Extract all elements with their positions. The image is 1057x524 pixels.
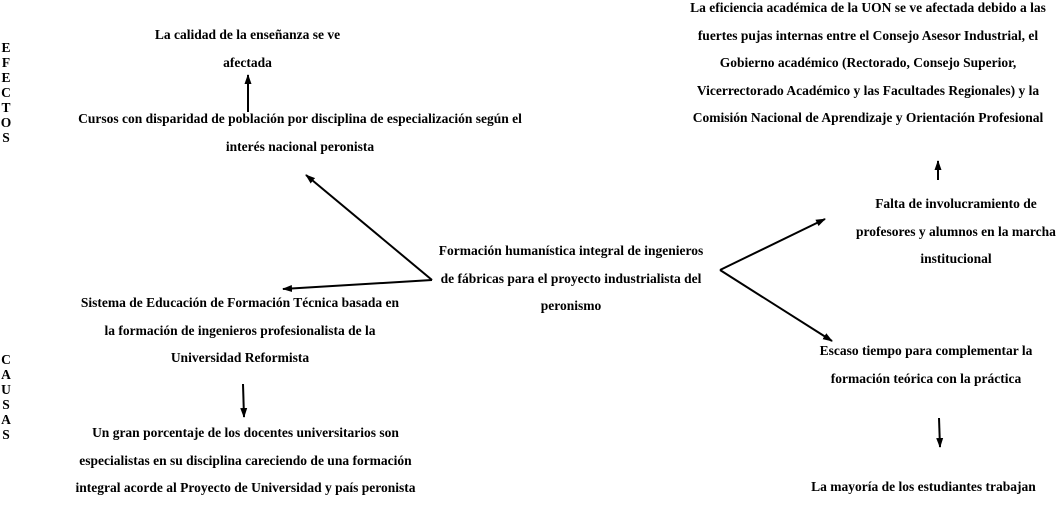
node-mayoria: La mayoría de los estudiantes trabajan [811, 479, 1036, 494]
arrow-escaso-to-mayoria [939, 418, 940, 447]
node-eficiencia: La eficiencia académica de la UON se ve afectada debido a las fuertes pujas internas entre el Consejo Asesor Industrial, el Gobierno académico (Rectorado, Consejo Superior, Vicerrectorado Académico y las Facultades Regionales) y la Comisión Nacional de Aprendizaje y Orientación Profesional [690, 0, 1046, 125]
node-calidad: La calidad de la enseñanza se ve afectada [154, 27, 341, 70]
efectos-label: E F E C T O S [0, 40, 12, 145]
arrow-central-to-falta [720, 219, 825, 270]
arrow-central-to-sistema [283, 280, 432, 289]
causas-label: C A U S A S [1, 352, 11, 442]
node-sistema: Sistema de Educación de Formación Técnica basada en la formación de ingenieros profesionalista de la Universidad Reformista [80, 295, 400, 365]
node-cursos: Cursos con disparidad de población por disciplina de especialización según el interés nacional peronista [78, 111, 522, 154]
node-docentes: Un gran porcentaje de los docentes universitarios son especialistas en su disciplina careciendo de una formación integral acorde al Proyecto de Universidad y país peronista [75, 425, 416, 495]
node-escaso: Escaso tiempo para complementar la formación teórica con la práctica [819, 343, 1033, 386]
node-central: Formación humanística integral de ingenieros de fábricas para el proyecto industrialista del peronismo [438, 243, 704, 313]
arrow-central-to-cursos [306, 175, 432, 280]
arrow-central-to-escaso [720, 270, 832, 341]
node-falta: Falta de involucramiento de profesores y alumnos en la marcha institucional [856, 196, 1056, 266]
arrow-sistema-to-docentes [243, 384, 244, 417]
